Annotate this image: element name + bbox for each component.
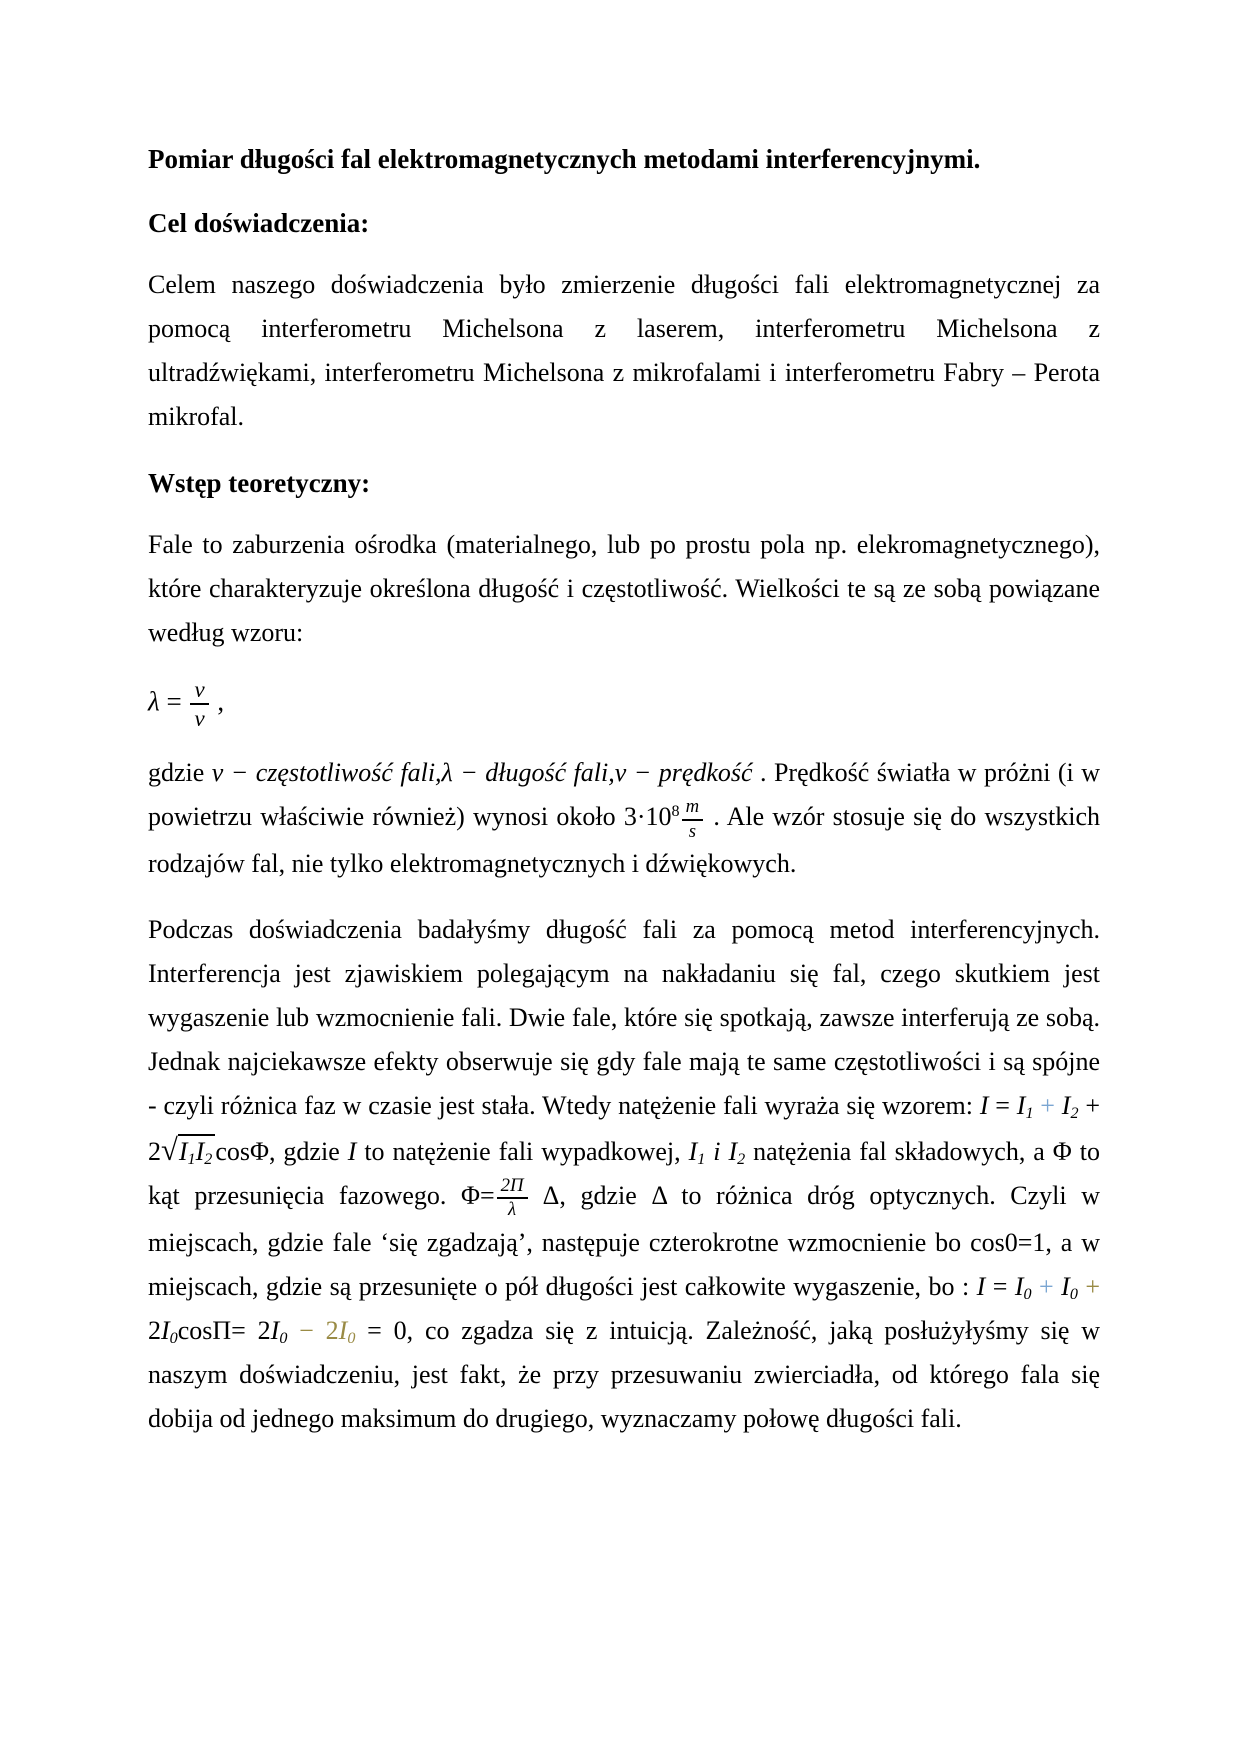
text-run: gdzie — [148, 758, 212, 788]
text-run: + — [1078, 1091, 1100, 1121]
text-run: I — [347, 1137, 357, 1167]
document-title: Pomiar długości fal elektromagnetycznych metodami interferencyjnymi. — [148, 144, 981, 174]
text-run: 2 — [325, 1315, 339, 1345]
text-run: $I_2$ — [1061, 1091, 1079, 1123]
text-run: λ − długość fali, — [441, 758, 615, 788]
paragraph — [148, 523, 1100, 655]
text-run: v − prędkość — [614, 758, 753, 788]
text-run: $I_1$ — [688, 1137, 706, 1169]
paragraph — [148, 751, 1100, 886]
text-run: 2 — [148, 1137, 161, 1167]
text-run: − — [287, 1315, 326, 1345]
text-run: ν − częstotliwość fali, — [211, 758, 442, 788]
text-run: + — [1031, 1271, 1062, 1301]
section-body-wstep-teoretyczny — [148, 523, 1100, 1441]
text-run: $I_2$ — [728, 1137, 746, 1169]
text-run: . Prędkość światła w próżni (i w powietrzu właściwie również) wynosi około — [148, 758, 1100, 832]
text-run: i — [705, 1137, 729, 1167]
text-run: + — [1077, 1271, 1100, 1301]
text-run: to natężenie fali wypadkowej, — [356, 1137, 689, 1167]
text-run: $I_0$ — [1014, 1271, 1032, 1303]
text-run: $I_2$ — [195, 1137, 213, 1169]
paragraph — [148, 263, 1100, 439]
text-run: $I_0$ — [161, 1315, 178, 1347]
text-run: $I_0$ — [1061, 1271, 1078, 1303]
text-run: natężenia fal składowych, a Φ to kąt przesunięcia fazowego. Φ= — [148, 1137, 1100, 1211]
section-heading-wstep-teoretyczny: Wstęp teoretyczny: — [148, 468, 371, 498]
section-heading-cel-doswiadczenia: Cel doświadczenia: — [148, 208, 370, 238]
square-root: $√I_1I_2$ — [161, 1137, 215, 1166]
text-run: I — [976, 1271, 993, 1301]
text-run: Fale to zaburzenia ośrodka (materialnego, lub po prostu pola np. elekromagnetycznego), które charakteryzuje określona długość i częstotliwość. Wielkości te są ze sobą powiązane według wzoru: — [148, 530, 1100, 647]
text-run: = — [992, 1271, 1015, 1301]
text-run: cosΦ, gdzie — [215, 1137, 348, 1167]
formula-display — [148, 677, 1100, 731]
text-run: $I_1$ — [1016, 1091, 1034, 1123]
fraction: $\frac{2\Pi}{\lambda}$ — [497, 1176, 528, 1221]
fraction: $\frac{v}{\nu}$ — [190, 677, 208, 731]
text-run: = 0 — [355, 1315, 407, 1345]
text-run: Δ, gdzie Δ to różnica dróg optycznych. Czyli w miejscach, gdzie fale ‘się zgadzają’, następuje czterokrotne wzmocnienie bo cos0=1, a w miejscach, gdzie są przesunięte o pół długości jest całkowite wygaszenie, bo : — [148, 1181, 1100, 1301]
text-run: λ — [148, 686, 167, 717]
text-run: Podczas doświadczenia badałyśmy długość fali za pomocą metod interferencyjnych. Interferencja jest zjawiskiem polegającym na nakładaniu się fal, czego skutkiem jest wygaszenie lub wzmocnienie fali. Dwie fale, które się spotkają, zawsze interferują ze sobą. Jednak najciekawsze efekty obserwuje się gdy fale mają te same częstotliwości i są spójne - czyli różnica faz w czasie jest stała. Wtedy natężenie fali wyraża się wzorem: — [148, 915, 1100, 1121]
text-run: $3\cdot 10^8$ — [623, 802, 680, 832]
text-run: + — [1033, 1091, 1062, 1121]
text-run: cosΠ= 2 — [177, 1315, 271, 1345]
text-run: $I_1$ — [178, 1137, 196, 1169]
text-run: , co zgadza się z intuicją. Zależność, jaką posłużyłyśmy się w naszym doświadczeniu, jest fakt, że przy przesuwaniu zwierciadła, od którego fala się dobija od jednego maksimum do drugiego, wyznaczamy połowę długości fali. — [148, 1315, 1100, 1433]
text-run: = — [995, 1091, 1017, 1121]
paragraph — [148, 908, 1100, 1441]
text-run: Celem naszego doświadczenia było zmierzenie długości fali elektromagnetycznej za pomocą interferometru Michelsona z laserem, interferometru Michelsona z ultradźwiękami, interferometru Michelsona z mikrofalami i interferometru Fabry – Perota mikrofal. — [148, 270, 1100, 431]
text-run: I — [979, 1091, 996, 1121]
section-body-cel-doswiadczenia — [148, 263, 1100, 439]
text-run: $I_0$ — [338, 1315, 356, 1347]
text-run: = — [166, 686, 189, 717]
text-run: 2 — [148, 1315, 161, 1345]
text-run: . Ale wzór stosuje się do wszystkich rodzajów fal, nie tylko elektromagnetycznych i dźwiękowych. — [148, 802, 1100, 879]
document-content — [148, 137, 1100, 1463]
text-run: , — [210, 686, 225, 717]
fraction: $\frac{m}{s}$ — [682, 797, 704, 842]
text-run: $I_0$ — [270, 1315, 288, 1347]
